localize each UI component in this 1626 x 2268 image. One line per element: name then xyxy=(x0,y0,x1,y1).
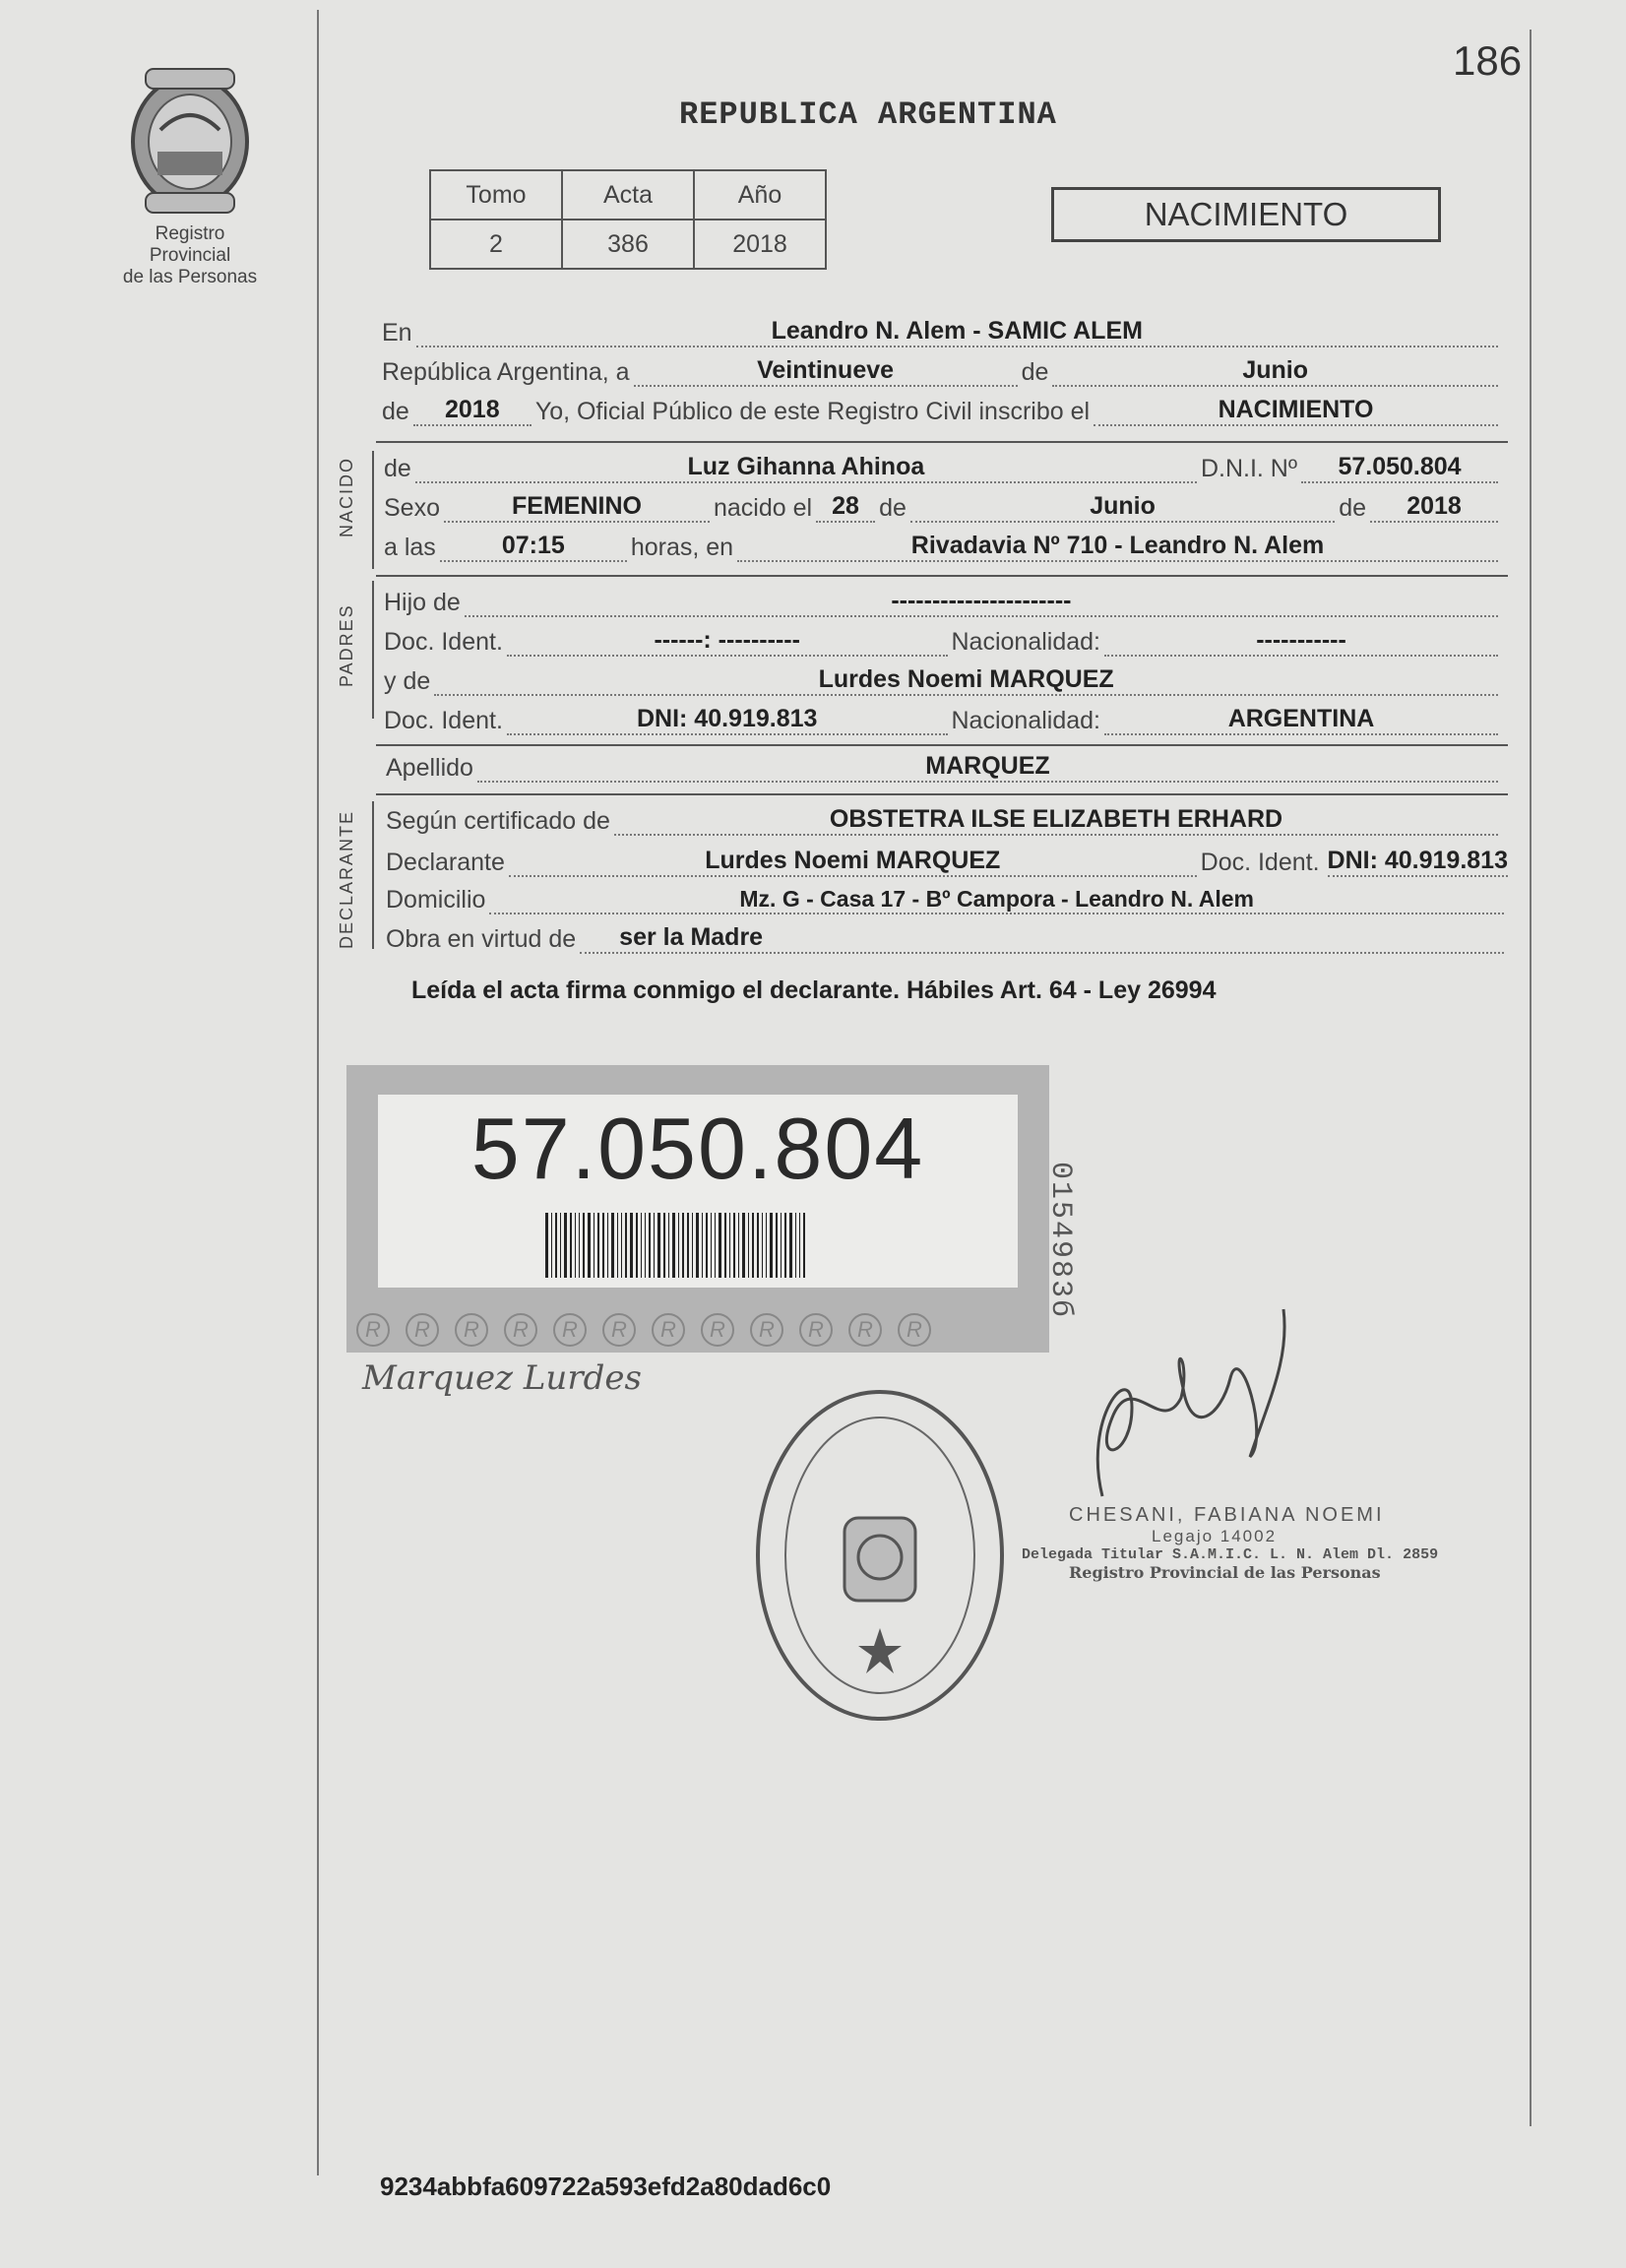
dni-label: D.N.I. Nº xyxy=(1200,455,1297,482)
domicilio-value: Mz. G - Casa 17 - Bº Campora - Leandro N. Alem xyxy=(739,886,1255,912)
obra-row xyxy=(386,925,1508,954)
official-office: Registro Provincial de las Personas xyxy=(1069,1563,1381,1582)
mother-doc-value: DNI: 40.919.813 xyxy=(636,705,818,732)
table-value-tomo: 2 xyxy=(430,220,562,269)
closing-note: Leída el acta firma conmigo el declarante. Hábiles Art. 64 - Ley 26994 xyxy=(411,976,1217,1004)
father-nationality-value: ----------- xyxy=(1256,626,1346,654)
stamp-panel xyxy=(378,1095,1018,1288)
intro-place-row xyxy=(382,319,1502,347)
father-nationality-label: Nacionalidad: xyxy=(951,628,1100,656)
declarante-section-label: DECLARANTE xyxy=(337,809,356,949)
a-las-label: a las xyxy=(384,534,436,561)
stamp-serial-number: 0154983б xyxy=(1043,1162,1077,1320)
page-number: 186 xyxy=(1453,37,1523,84)
father-doc-label: Doc. Ident. xyxy=(384,628,503,656)
divider-apellido-top xyxy=(376,744,1508,746)
nacido-section-bar xyxy=(372,451,374,569)
registry-logo xyxy=(116,61,264,288)
domicilio-row xyxy=(386,886,1508,914)
birth-day-value: 28 xyxy=(832,492,859,520)
padres-mother-doc-row xyxy=(384,707,1502,735)
table-value-acta: 386 xyxy=(562,220,694,269)
mother-value: Lurdes Noemi MARQUEZ xyxy=(818,665,1114,693)
act-value: NACIMIENTO xyxy=(1218,396,1374,423)
birth-de-label: de xyxy=(879,494,907,522)
apellido-value: MARQUEZ xyxy=(925,752,1050,780)
month-value: Junio xyxy=(1242,356,1309,384)
child-dni-value: 57.050.804 xyxy=(1338,453,1462,480)
nacido-birth-row xyxy=(384,494,1502,523)
padres-mother-row xyxy=(384,667,1502,696)
official-handwritten-signature xyxy=(1073,1299,1319,1536)
logo-caption-line1: Registro Provincial xyxy=(149,223,231,266)
right-margin-line xyxy=(1530,30,1532,2126)
divider-nacido-top xyxy=(376,441,1508,443)
declarante-doc-value: DNI: 40.919.813 xyxy=(1328,847,1508,877)
table-header-tomo: Tomo xyxy=(430,170,562,220)
padres-father-doc-row xyxy=(384,628,1502,657)
document-hash: 9234abbfa609722a593efd2a80dad6c0 xyxy=(380,2172,832,2201)
declarante-label: Declarante xyxy=(386,849,505,876)
birth-month-value: Junio xyxy=(1090,492,1156,520)
birth-de-label-2: de xyxy=(1339,494,1366,522)
hijo-de-label: Hijo de xyxy=(384,589,461,616)
padres-section-bar xyxy=(372,581,374,719)
document-title: REPUBLICA ARGENTINA xyxy=(679,96,1057,133)
handwritten-signature-declarante: Marquez Lurdes xyxy=(362,1358,642,1398)
birth-place-value: Rivadavia Nº 710 - Leandro N. Alem xyxy=(910,532,1325,559)
year-value: 2018 xyxy=(445,396,500,423)
domicilio-label: Domicilio xyxy=(386,886,486,914)
padres-section-label: PADRES xyxy=(337,603,356,687)
official-seal xyxy=(756,1390,1004,1721)
father-value: ---------------------- xyxy=(891,587,1072,614)
mother-nationality-label: Nacionalidad: xyxy=(951,707,1100,734)
dni-number-stamp xyxy=(346,1065,1049,1353)
de-label-2: de xyxy=(382,398,409,425)
padres-father-row xyxy=(384,589,1502,617)
republica-label: República Argentina, a xyxy=(382,358,630,386)
seal-emblem-icon xyxy=(760,1394,1000,1717)
table-value-anio: 2018 xyxy=(694,220,826,269)
left-margin-line xyxy=(317,10,319,2175)
intro-act-row xyxy=(382,398,1502,426)
declarante-section-bar xyxy=(372,801,374,949)
official-signature-block xyxy=(1022,1504,1438,1582)
nacido-name-row xyxy=(384,455,1502,483)
nacido-section-label: NACIDO xyxy=(337,456,356,537)
birth-year-value: 2018 xyxy=(1407,492,1462,520)
mother-nationality-value: ARGENTINA xyxy=(1227,705,1375,732)
table-header-anio: Año xyxy=(694,170,826,220)
oficial-text: Yo, Oficial Público de este Registro Civil inscribo el xyxy=(534,398,1091,425)
logo-caption-line2: de las Personas xyxy=(122,267,258,287)
de-label: de xyxy=(1021,358,1049,386)
mother-doc-label: Doc. Ident. xyxy=(384,707,503,734)
record-type-box: NACIMIENTO xyxy=(1051,187,1441,242)
divider-padres-top xyxy=(376,575,1508,577)
time-value: 07:15 xyxy=(501,532,565,559)
obra-label: Obra en virtud de xyxy=(386,925,577,953)
divider-declarante-top xyxy=(376,793,1508,795)
official-role: Delegada Titular S.A.M.I.C. L. N. Alem Dl. 2859 xyxy=(1022,1546,1439,1563)
nacido-el-label: nacido el xyxy=(713,494,813,522)
day-text-value: Veintinueve xyxy=(757,356,895,384)
stamp-r-pattern: R R R R R R R R R R R R xyxy=(356,1313,931,1347)
declarante-row xyxy=(386,847,1508,877)
official-legajo: Legajo 14002 xyxy=(1152,1527,1278,1545)
apellido-label: Apellido xyxy=(386,754,473,782)
certificado-row xyxy=(386,807,1502,836)
table-header-acta: Acta xyxy=(562,170,694,220)
obra-value: ser la Madre xyxy=(619,923,764,951)
record-table xyxy=(429,169,827,270)
sexo-value: FEMENINO xyxy=(512,492,642,520)
provincial-crest-icon xyxy=(116,61,264,219)
sexo-label: Sexo xyxy=(384,494,440,522)
place-value: Leandro N. Alem - SAMIC ALEM xyxy=(771,317,1143,345)
y-de-label: y de xyxy=(384,667,431,695)
stamp-dni-number: 57.050.804 xyxy=(470,1100,925,1197)
horas-label: horas, en xyxy=(630,534,734,561)
nacido-de-label: de xyxy=(384,455,411,482)
nacido-time-row xyxy=(384,534,1502,562)
child-name-value: Luz Gihanna Ahinoa xyxy=(687,453,925,480)
en-label: En xyxy=(382,319,412,346)
official-name: CHESANI, FABIANA NOEMI xyxy=(1069,1504,1385,1526)
certificado-label: Según certificado de xyxy=(386,807,610,835)
declarante-value: Lurdes Noemi MARQUEZ xyxy=(705,847,1001,874)
apellido-row xyxy=(386,754,1502,783)
certificado-value: OBSTETRA ILSE ELIZABETH ERHARD xyxy=(829,805,1283,833)
declarante-doc-label: Doc. Ident. xyxy=(1200,849,1320,876)
barcode xyxy=(545,1213,939,1278)
father-doc-value: ------: ---------- xyxy=(654,626,800,654)
intro-date-row xyxy=(382,358,1502,387)
